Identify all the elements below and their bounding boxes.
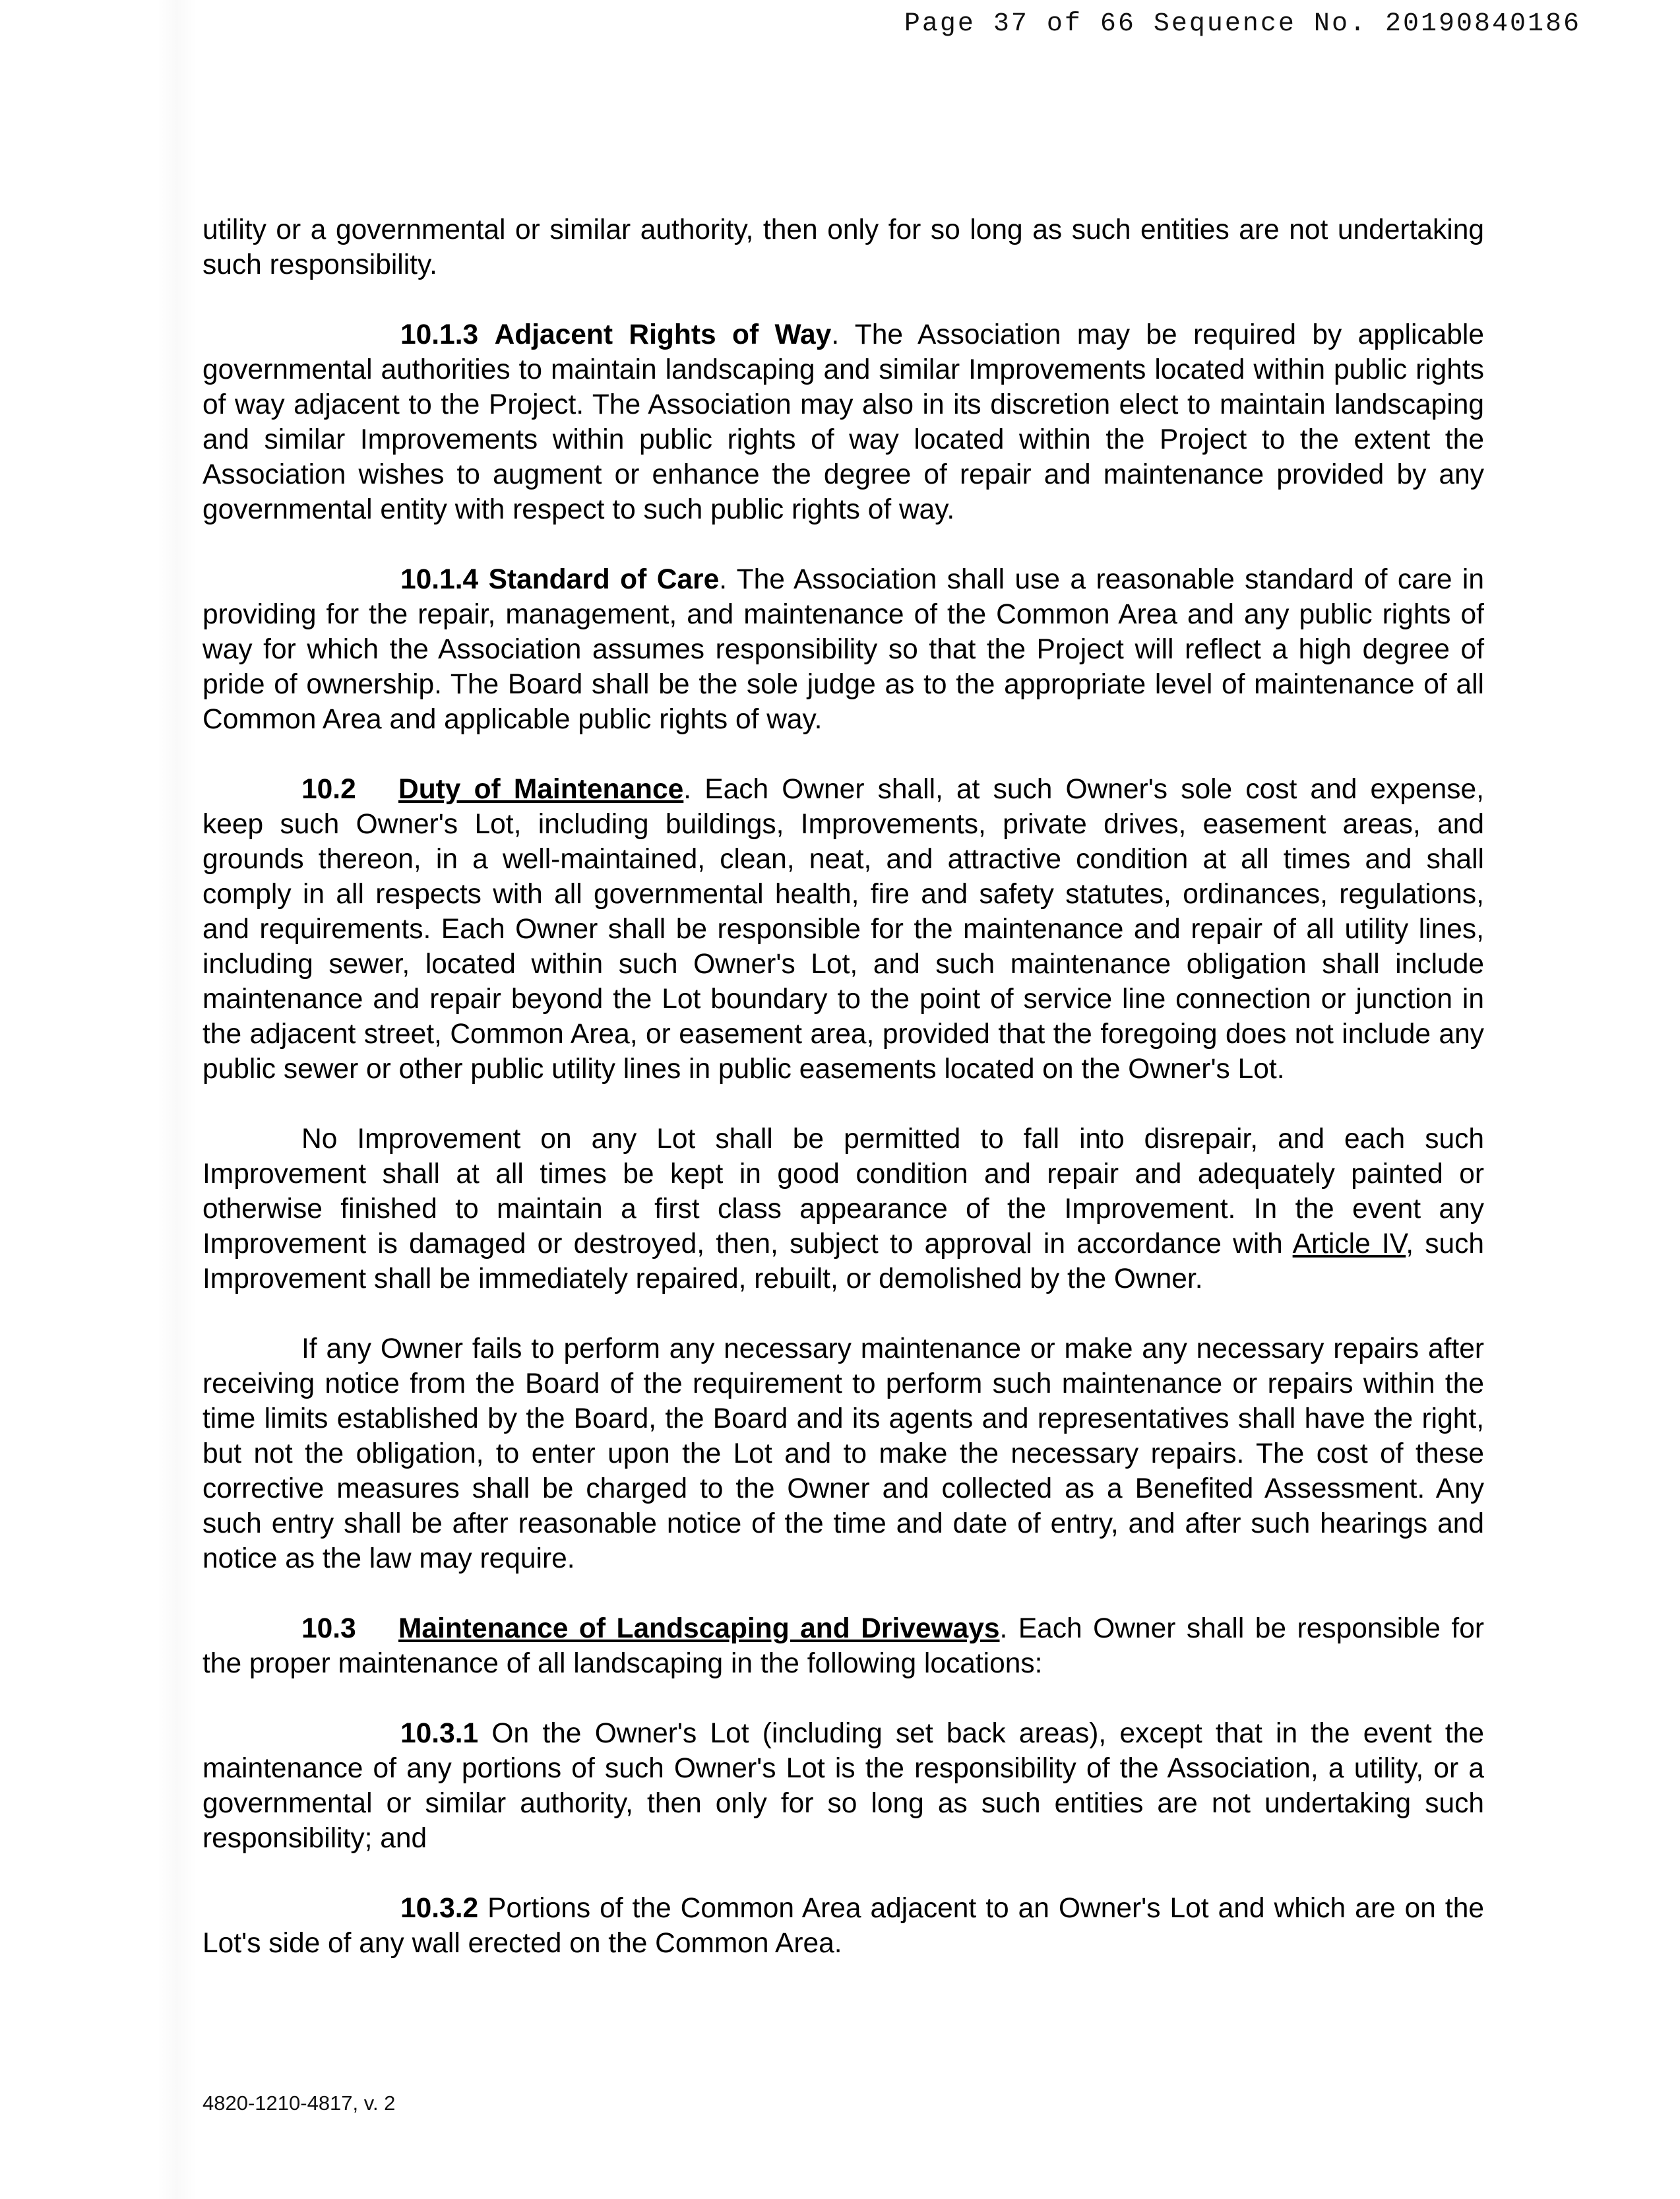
- paragraph-owner-fails: If any Owner fails to perform any necessary maintenance or make any necessary repairs after receiving notice from the Board of the requirement to perform such maintenance or repairs within the time limits established by the Board, the Board and its agents and representatives shall have the right, but not the obligation, to enter upon the Lot and to make the necessary repairs. The cost of these corrective measures shall be charged to the Owner and collected as a Benefited Assessment. Any such entry shall be after reasonable notice of the time and date of entry, and after such hearings and notice as the law may require.: [202, 1333, 1484, 1574]
- paragraph-improvement-repair: [202, 1122, 1484, 1296]
- section-10-2: 10.2 Duty of Maintenance. Each Owner shall, at such Owner's sole cost and expense, keep such Owner's Lot, including buildings, Improvements, private drives, easement areas, and grounds thereon, in a well-maintained, clean, neat, and attractive condition at all times and shall comply in all respects with all governmental health, fire and safety statutes, ordinances, regulations, and requirements. Each Owner shall be responsible for the maintenance and repair of all utility lines, including sewer, located within such Owner's Lot, and such maintenance obligation shall include maintenance and repair beyond the Lot boundary to the point of service line connection or junction in the adjacent street, Common Area, or easement area, provided that the foregoing does not include any public sewer or other public utility lines in public easements located on the Owner's Lot.: [202, 772, 1484, 1087]
- paragraph-continuation: utility or a governmental or similar authority, then only for so long as such entities are not undertaking such responsibility.: [202, 214, 1484, 280]
- section-number: 10.1.4: [400, 564, 479, 595]
- section-title: Maintenance of Landscaping and Driveways: [398, 1613, 1000, 1644]
- paragraph-text: , such Improvement shall be immediately repaired, rebuilt, or demolished by the Owner.: [202, 1228, 1485, 1294]
- scan-edge-artifact: [157, 0, 197, 2199]
- section-10-3: 10.3 Maintenance of Landscaping and Driveways. Each Owner shall be responsible for the proper maintenance of all landscaping in the following locations:: [202, 1611, 1484, 1681]
- section-number: 10.3: [301, 1613, 356, 1644]
- section-number: 10.1.3: [400, 319, 479, 350]
- section-number: 10.3.1: [400, 1718, 479, 1749]
- document-body: [202, 212, 1484, 1996]
- section-body: The Association shall use a reasonable standard of care in providing for the repair, management, and maintenance of the Common Area and any public rights of way for which the Association assumes responsibility so that the Project will reflect a high degree of pride of ownership. The Board shall be the sole judge as to the appropriate level of maintenance of all Common Area and applicable public rights of way.: [202, 564, 1484, 735]
- section-number: 10.3.2: [400, 1893, 479, 1924]
- section-number: 10.2: [301, 774, 356, 805]
- section-10-1-4: 10.1.4 Standard of Care. The Association shall use a reasonable standard of care in providing for the repair, management, and maintenance of the Common Area and any public rights of way for which the Association assumes responsibility so that the Project will reflect a high degree of pride of ownership. The Board shall be the sole judge as to the appropriate level of maintenance of all Common Area and applicable public rights of way.: [202, 564, 1484, 735]
- section-title: Standard of Care: [488, 564, 720, 595]
- section-body: Portions of the Common Area adjacent to an Owner's Lot and which are on the Lot's side of any wall erected on the Common Area.: [202, 1893, 1484, 1959]
- section-body: Each Owner shall be responsible for the proper maintenance of all landscaping in the following locations:: [202, 1613, 1484, 1679]
- section-body: On the Owner's Lot (including set back areas), except that in the event the maintenance of any portions of such Owner's Lot is the responsibility of the Association, a utility, or a governmental or similar authority, then only for so long as such entities are not undertaking such responsibility; and: [202, 1718, 1484, 1854]
- document-id-footer: 4820-1210-4817, v. 2: [202, 2091, 396, 2115]
- paragraph-text: No Improvement on any Lot shall be permitted to fall into disrepair, and each such Improvement shall at all times be kept in good condition and repair and adequately painted or otherwise finished to maintain a first class appearance of the Improvement. In the event any Improvement is damaged or destroyed, then, subject to approval in accordance with: [202, 1124, 1484, 1259]
- section-10-1-3: 10.1.3 Adjacent Rights of Way. The Association may be required by applicable governmental authorities to maintain landscaping and similar Improvements located within public rights of way adjacent to the Project. The Association may also in its discretion elect to maintain landscaping and similar Improvements within public rights of way located within the Project to the extent the Association wishes to augment or enhance the degree of repair and maintenance provided by any governmental entity with respect to such public rights of way.: [202, 319, 1484, 525]
- page-sequence-header: Page 37 of 66 Sequence No. 20190840186: [904, 9, 1581, 39]
- section-body: Each Owner shall, at such Owner's sole cost and expense, keep such Owner's Lot, including buildings, Improvements, private drives, easement areas, and grounds thereon, in a well-maintained, clean, neat, and attractive condition at all times and shall comply in all respects with all governmental health, fire and safety statutes, ordinances, regulations, and requirements. Each Owner shall be responsible for the maintenance and repair of all utility lines, including sewer, located within such Owner's Lot, and such maintenance obligation shall include maintenance and repair beyond the Lot boundary to the point of service line connection or junction in the adjacent street, Common Area, or easement area, provided that the foregoing does not include any public sewer or other public utility lines in public easements located on the Owner's Lot.: [202, 774, 1484, 1085]
- section-title: Duty of Maintenance: [398, 774, 684, 805]
- section-body: The Association may be required by applicable governmental authorities to maintain landscaping and similar Improvements located within public rights of way adjacent to the Project. The Association may also in its discretion elect to maintain landscaping and similar Improvements within public rights of way located within the Project to the extent the Association wishes to augment or enhance the degree of repair and maintenance provided by any governmental entity with respect to such public rights of way.: [202, 319, 1484, 525]
- section-10-3-2: [202, 1891, 1484, 1961]
- section-title: Adjacent Rights of Way: [494, 319, 832, 350]
- section-10-3-1: [202, 1716, 1484, 1856]
- article-reference: Article IV: [1292, 1228, 1406, 1259]
